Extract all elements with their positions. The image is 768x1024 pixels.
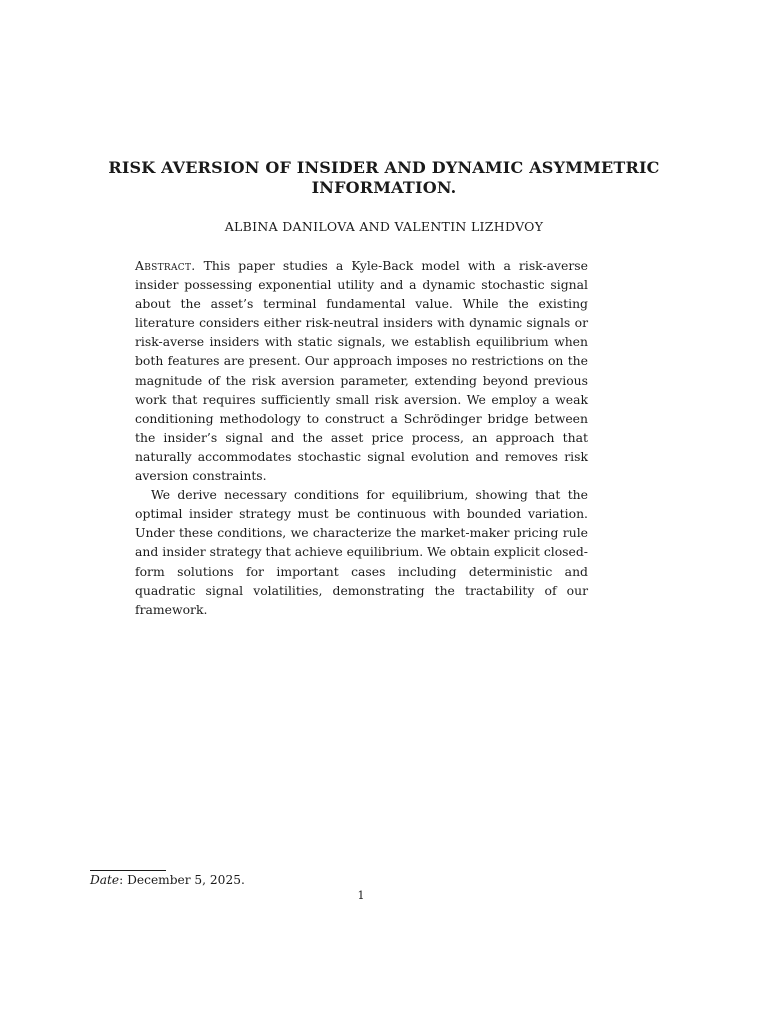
abstract: [135, 256, 588, 619]
footnote-text: : December 5, 2025.: [119, 873, 245, 887]
page-number: 1: [357, 889, 365, 902]
author-list: ALBINA DANILOVA AND VALENTIN LIZHDVOY: [224, 219, 544, 234]
paper-title: [80, 158, 688, 198]
title-line-2: INFORMATION.: [311, 178, 457, 197]
abstract-text-1: This paper studies a Kyle-Back model with a risk-averse insider possessing exponential utility and a dynamic stochastic signal about the asset’s terminal fundamental value. While the existing literature considers either risk-neutral insiders with dynamic signals or risk-averse insiders with static signals, we establish equilibrium when both features are present. Our approach imposes no restrictions on the magnitude of the risk aversion parameter, extending beyond previous work that requires sufficiently small risk aversion. We employ a weak conditioning methodology to construct a Schrödinger bridge between the insider’s signal and the asset price process, an approach that naturally accommodates stochastic signal evolution and removes risk aversion constraints.: [135, 258, 588, 484]
abstract-paragraph-2: We derive necessary conditions for equilibrium, showing that the optimal insider strategy must be continuous with bounded variation. Under these conditions, we characterize the market-maker pricing rule and insider strategy that achieve equilibrium. We obtain explicit closed-form solutions for important cases including deterministic and quadratic signal volatilities, demonstrating the tractability of our framework.: [135, 487, 588, 617]
abstract-paragraph-1: [135, 256, 588, 485]
title-line-1: RISK AVERSION OF INSIDER AND DYNAMIC ASYMMETRIC: [108, 158, 660, 177]
footnote-rule: [90, 870, 166, 871]
footnote-label: Date: [90, 873, 120, 887]
abstract-label: Abstract.: [135, 258, 196, 273]
date-footnote: [90, 873, 245, 887]
